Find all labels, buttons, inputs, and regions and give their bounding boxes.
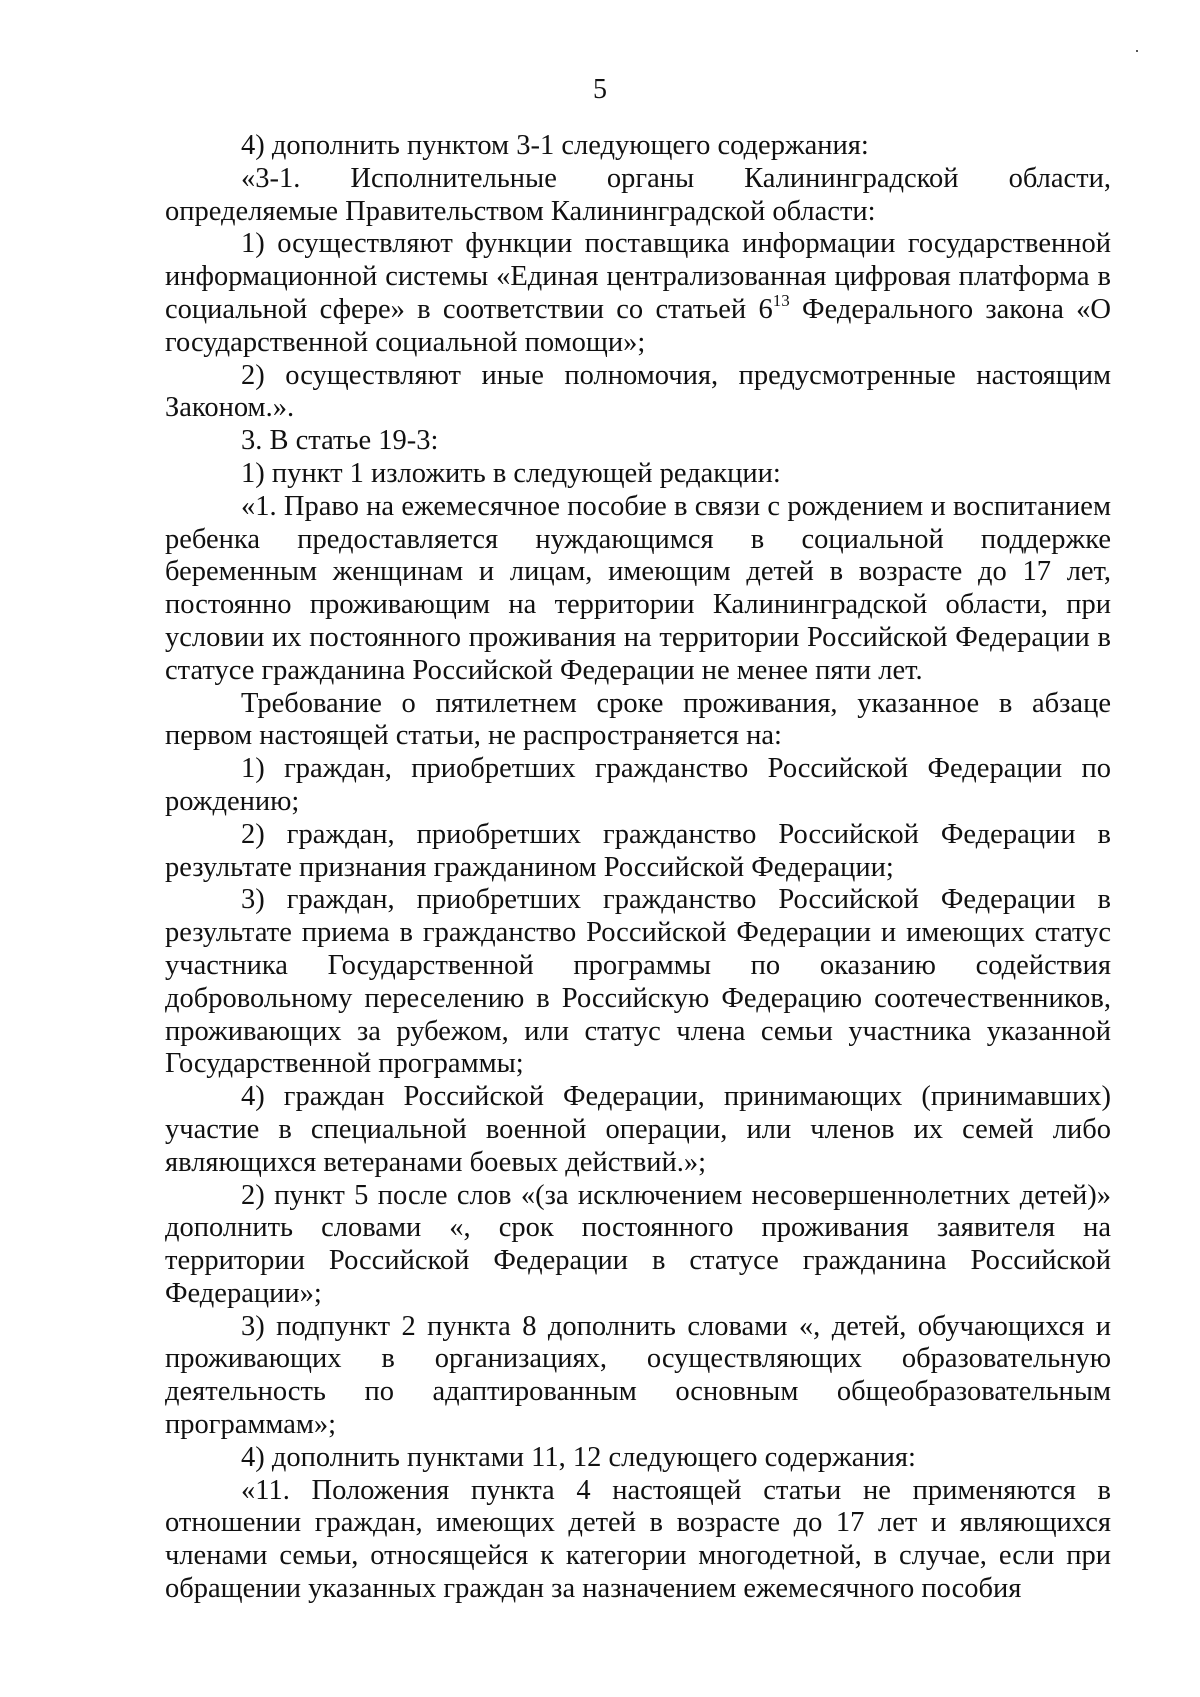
scan-speck	[1136, 50, 1138, 52]
paragraph: 2) пункт 5 после слов «(за исключением несовершеннолетних детей)» дополнить словами «, срок постоянного проживания заявителя на территории Российской Федерации в статусе гражданина Российской Федерации»;	[165, 1179, 1111, 1309]
paragraph: «3-1. Исполнительные органы Калининградской области, определяемые Правительством Калининградской области:	[165, 162, 1111, 227]
paragraph: 4) граждан Российской Федерации, принимающих (принимавших) участие в специальной военной операции, или членов их семей либо являющихся ветеранами боевых действий.»;	[165, 1081, 1111, 1178]
paragraph: 1) граждан, приобретших гражданство Российской Федерации по рождению;	[165, 753, 1111, 817]
paragraph: 2) граждан, приобретших гражданство Российской Федерации в результате признания гражданином Российской Федерации;	[165, 818, 1111, 883]
paragraph: 3) подпункт 2 пункта 8 дополнить словами «, детей, обучающихся и проживающих в организациях, осуществляющих образовательную деятельность по адаптированным основным общеобразовательным программам»;	[165, 1310, 1111, 1441]
paragraph: 4) дополнить пунктами 11, 12 следующего содержания:	[241, 1441, 916, 1473]
paragraph: 4) дополнить пунктом 3-1 следующего содержания:	[241, 130, 869, 161]
paragraph: 1) пункт 1 изложить в следующей редакции:	[241, 457, 781, 489]
paragraph: Требование о пятилетнем сроке проживания, указанное в абзаце первом настоящей статьи, не распространяется на:	[165, 687, 1111, 752]
paragraph-text: 1) осуществляют функции поставщика информации государственной информационной системы «Единая централизованная цифровая платформа в социальной сфере» в соответствии со статьей 6	[165, 228, 1111, 325]
document-body	[165, 130, 1111, 1606]
paragraph: 2) осуществляют иные полномочия, предусмотренные настоящим Законом.».	[165, 359, 1111, 424]
paragraph: «11. Положения пункта 4 настоящей статьи не применяются в отношении граждан, имеющих детей в возрасте до 17 лет и являющихся членами семьи, относящейся к категории многодетной, в случае, если при обращении указанных граждан за назначением ежемесячного пособия	[165, 1474, 1111, 1605]
paragraph-text: Федерального закона «О государственной социальной помощи»;	[165, 293, 1111, 358]
page-number: 5	[593, 74, 607, 105]
paragraph-with-footnote-ref	[165, 228, 1111, 359]
paragraph: 3) граждан, приобретших гражданство Российской Федерации в результате приема в гражданство Российской Федерации и имеющих статус участника Государственной программы по оказанию содействия добровольному переселению в Российскую Федерацию соотечественников, проживающих за рубежом, или статус члена семьи участника указанной Государственной программы;	[165, 884, 1111, 1080]
paragraph: 3. В статье 19-3:	[241, 425, 439, 457]
superscript-reference: 13	[772, 290, 790, 310]
paragraph: «1. Право на ежемесячное пособие в связи с рождением и воспитанием ребенка предоставляется нуждающимся в социальной поддержке беременным женщинам и лицам, имеющим детей в возрасте до 17 лет, постоянно проживающим на территории Калининградской области, при условии их постоянного проживания на территории Российской Федерации в статусе гражданина Российской Федерации не менее пяти лет.	[165, 490, 1111, 686]
